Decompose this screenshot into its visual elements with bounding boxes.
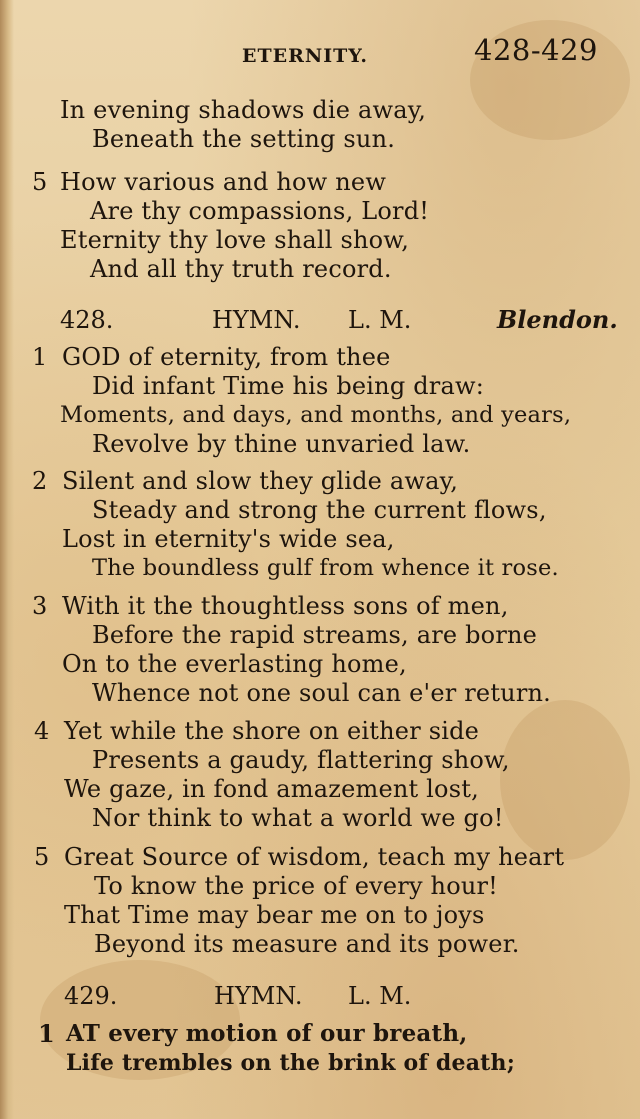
verse-line: Moments, and days, and months, and years, bbox=[60, 402, 572, 428]
running-head-title: ETERNITY. bbox=[242, 45, 369, 67]
verse-line: Eternity thy love shall show, bbox=[60, 226, 410, 254]
verse-line: GOD of eternity, from thee bbox=[62, 343, 391, 371]
verse-line: Yet while the shore on either side bbox=[64, 717, 480, 745]
verse-line: Nor think to what a world we go! bbox=[92, 804, 504, 832]
stanza-number: 2 bbox=[32, 467, 48, 495]
verse-line: Beneath the setting sun. bbox=[92, 125, 396, 153]
verse-line: That Time may bear me on to joys bbox=[64, 901, 485, 929]
verse-line: The boundless gulf from whence it rose. bbox=[92, 555, 559, 581]
verse-line: With it the thoughtless sons of men, bbox=[62, 592, 509, 620]
stanza-number: 3 bbox=[32, 592, 48, 620]
verse-line: Great Source of wisdom, teach my heart bbox=[64, 843, 565, 871]
verse-line: Beyond its measure and its power. bbox=[94, 930, 520, 958]
verse-line: Before the rapid streams, are borne bbox=[92, 621, 538, 649]
hymn-meter: L. M. bbox=[348, 982, 412, 1010]
verse-line: Silent and slow they glide away, bbox=[62, 467, 459, 495]
verse-line: And all thy truth record. bbox=[90, 255, 392, 283]
verse-line: Life trembles on the brink of death; bbox=[66, 1050, 516, 1076]
verse-line: How various and how new bbox=[60, 168, 387, 196]
verse-line: In evening shadows die away, bbox=[60, 96, 427, 124]
verse-line: Are thy compassions, Lord! bbox=[90, 197, 430, 225]
verse-line: Steady and strong the current flows, bbox=[92, 496, 547, 524]
verse-line: We gaze, in fond amazement lost, bbox=[64, 775, 479, 803]
hymn-number: 429. bbox=[64, 982, 118, 1010]
paper-stain bbox=[500, 700, 630, 860]
hymn-tune-name: Blendon. bbox=[497, 305, 618, 334]
stanza-number: 1 bbox=[32, 343, 48, 371]
running-head-page-numbers: 428-429 bbox=[474, 33, 599, 67]
verse-line: To know the price of every hour! bbox=[94, 872, 499, 900]
stanza-number: 5 bbox=[32, 168, 48, 196]
verse-line: Revolve by thine unvaried law. bbox=[92, 430, 471, 458]
verse-line: AT every motion of our breath, bbox=[66, 1020, 468, 1047]
verse-line: Did infant Time his being draw: bbox=[92, 372, 484, 400]
verse-line: Lost in eternity's wide sea, bbox=[62, 525, 395, 553]
hymn-number: 428. bbox=[60, 306, 114, 334]
verse-line: Presents a gaudy, flattering show, bbox=[92, 746, 510, 774]
verse-line: On to the everlasting home, bbox=[62, 650, 407, 678]
stanza-number: 5 bbox=[34, 843, 50, 871]
page-gutter bbox=[0, 0, 14, 1119]
stanza-number: 4 bbox=[34, 717, 50, 745]
hymn-label: HYMN. bbox=[214, 982, 303, 1010]
verse-line: Whence not one soul can e'er return. bbox=[92, 679, 551, 707]
hymn-meter: L. M. bbox=[348, 306, 412, 334]
stanza-number: 1 bbox=[38, 1019, 55, 1048]
hymn-label: HYMN. bbox=[212, 306, 301, 334]
